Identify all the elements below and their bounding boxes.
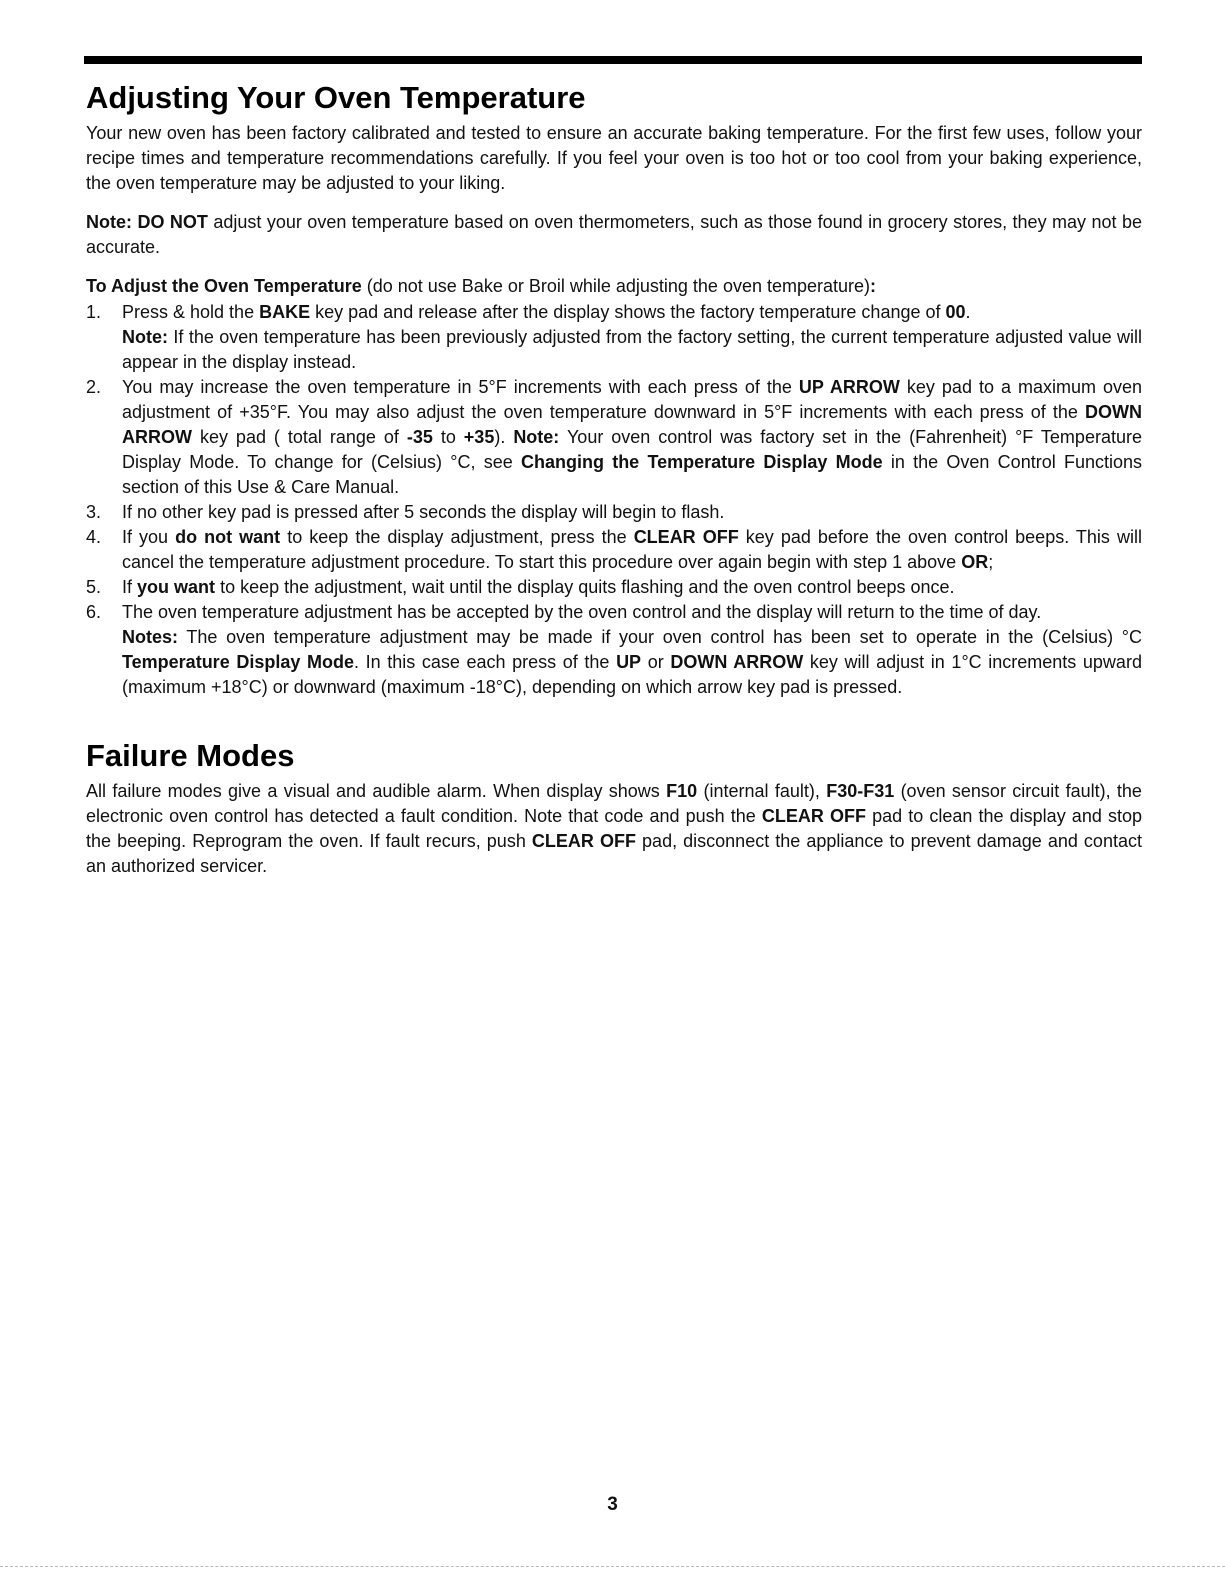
- failure-text: pad to clean the display and stop the beeping. Reprogram the oven. If fault recurs, push: [86, 806, 1142, 851]
- procedure-heading-colon: :: [870, 276, 877, 296]
- step-text: key pad and release after the display shows the factory temperature change of: [315, 302, 941, 322]
- list-item: [86, 600, 1142, 700]
- step-text: ;: [988, 552, 994, 572]
- page-content: [86, 80, 1142, 879]
- failure-modes-section: [86, 738, 1142, 879]
- step-number: 3.: [86, 502, 102, 522]
- section-title-failure-modes: Failure Modes: [86, 738, 295, 773]
- failure-text: pad, disconnect the appliance to prevent damage and contact an authorized servicer.: [86, 831, 1142, 876]
- page-number: 3: [607, 1494, 618, 1515]
- header-rule: [84, 56, 1142, 64]
- step-note: [122, 325, 1142, 375]
- procedure-heading-bold: To Adjust the Oven Temperature: [86, 276, 362, 296]
- key-name: CLEAR OFF: [531, 831, 636, 851]
- list-item: [86, 500, 1142, 525]
- step-note-text: or: [647, 652, 664, 672]
- step-number: 1.: [86, 302, 102, 322]
- step-text: to keep the adjustment, wait until the display quits flashing and the oven control beeps once.: [220, 577, 955, 597]
- step-keyword: -35: [406, 427, 433, 447]
- step-keyword: Changing the Temperature Display Mode: [520, 452, 883, 472]
- failure-modes-paragraph: [86, 779, 1142, 879]
- step-number: 6.: [86, 602, 102, 622]
- step-text: key pad before the oven control beeps. This will cancel the temperature adjustment procedure. To start this procedure over again begin with step 1 above: [122, 527, 1142, 572]
- fault-code: F10: [666, 781, 698, 801]
- list-item: [86, 375, 1142, 500]
- step-note-text: key will adjust in 1°C increments upward (maximum +18°C) or downward (maximum -18°C), depending on which arrow key pad is pressed.: [122, 652, 1142, 697]
- step-keyword: OR: [961, 552, 989, 572]
- step-text: You may increase the oven temperature in 5°F increments with each press of the: [122, 377, 792, 397]
- fault-code: F30-F31: [826, 781, 895, 801]
- step-keyword: do not want: [175, 527, 281, 547]
- key-name: CLEAR OFF: [761, 806, 867, 826]
- step-keyword: Note:: [513, 427, 560, 447]
- step-text: Your oven control was factory set in the (Fahrenheit) °F Temperature Display Mode. To change for (Celsius) °C, see: [122, 427, 1142, 472]
- step-keyword: DOWN ARROW: [670, 652, 804, 672]
- list-item: [86, 525, 1142, 575]
- step-text: key pad ( total range of: [199, 427, 399, 447]
- step-text: in the Oven Control Functions section of this Use & Care Manual.: [122, 452, 1142, 497]
- step-keyword: DOWN ARROW: [122, 402, 1142, 447]
- step-text: to: [440, 427, 456, 447]
- step-text: .: [965, 302, 971, 322]
- step-notes-label: Notes:: [122, 627, 179, 647]
- note-emphasis: DO NOT: [137, 212, 208, 232]
- failure-text: All failure modes give a visual and audible alarm. When display shows: [86, 781, 660, 801]
- step-text: key pad to a maximum oven adjustment of +35°F. You may also adjust the oven temperature downward in 5°F increments with each press of the: [122, 377, 1143, 422]
- note-paragraph: [86, 210, 1142, 260]
- intro-text: Your new oven has been factory calibrated and tested to ensure an accurate baking temperature. For the first few uses, follow your recipe times and temperature recommendations carefully. If you feel your oven is too hot or too cool from your baking experience, the oven temperature may be adjusted to your liking.: [86, 123, 1142, 193]
- step-keyword: 00: [945, 302, 966, 322]
- section-title-adjusting: Adjusting Your Oven Temperature: [86, 80, 586, 115]
- step-text: If: [122, 577, 133, 597]
- step-text: ).: [494, 427, 506, 447]
- step-note-text: . In this case each press of the: [353, 652, 610, 672]
- step-note-label: Note:: [122, 327, 168, 347]
- failure-text: (internal fault),: [703, 781, 820, 801]
- step-number: 2.: [86, 377, 102, 397]
- step-text: If you: [122, 527, 169, 547]
- list-item: [86, 300, 1142, 375]
- step-notes: [122, 625, 1142, 700]
- step-number: 5.: [86, 577, 102, 597]
- intro-paragraph: [86, 121, 1142, 196]
- scan-edge-line: [0, 1566, 1225, 1567]
- step-keyword: you want: [137, 577, 216, 597]
- step-text: The oven temperature adjustment has be accepted by the oven control and the display will return to the time of day.: [122, 602, 1042, 622]
- list-item: [86, 575, 1142, 600]
- step-keyword: BAKE: [259, 302, 311, 322]
- adjustment-steps: [86, 300, 1142, 700]
- failure-text: (oven sensor circuit fault), the electronic oven control has detected a fault condition. Note that code and push the: [86, 781, 1142, 826]
- note-label: Note:: [86, 212, 132, 232]
- step-keyword: CLEAR OFF: [633, 527, 739, 547]
- step-keyword: Temperature Display Mode: [122, 652, 354, 672]
- step-text: Press & hold the: [122, 302, 255, 322]
- step-note-text: If the oven temperature has been previously adjusted from the factory setting, the current temperature adjusted value will appear in the display instead.: [122, 327, 1142, 372]
- step-keyword: UP: [616, 652, 642, 672]
- step-note-text: The oven temperature adjustment may be made if your oven control has been set to operate in the (Celsius) °C: [186, 627, 1142, 647]
- step-text: to keep the display adjustment, press the: [287, 527, 627, 547]
- step-keyword: +35: [463, 427, 495, 447]
- step-text: If no other key pad is pressed after 5 seconds the display will begin to flash.: [122, 502, 725, 522]
- procedure-heading: [86, 274, 1142, 299]
- procedure-heading-text: (do not use Bake or Broil while adjusting the oven temperature): [366, 276, 871, 296]
- step-number: 4.: [86, 527, 102, 547]
- step-keyword: UP ARROW: [798, 377, 900, 397]
- note-text: adjust your oven temperature based on oven thermometers, such as those found in grocery stores, they may not be accurate.: [86, 212, 1142, 257]
